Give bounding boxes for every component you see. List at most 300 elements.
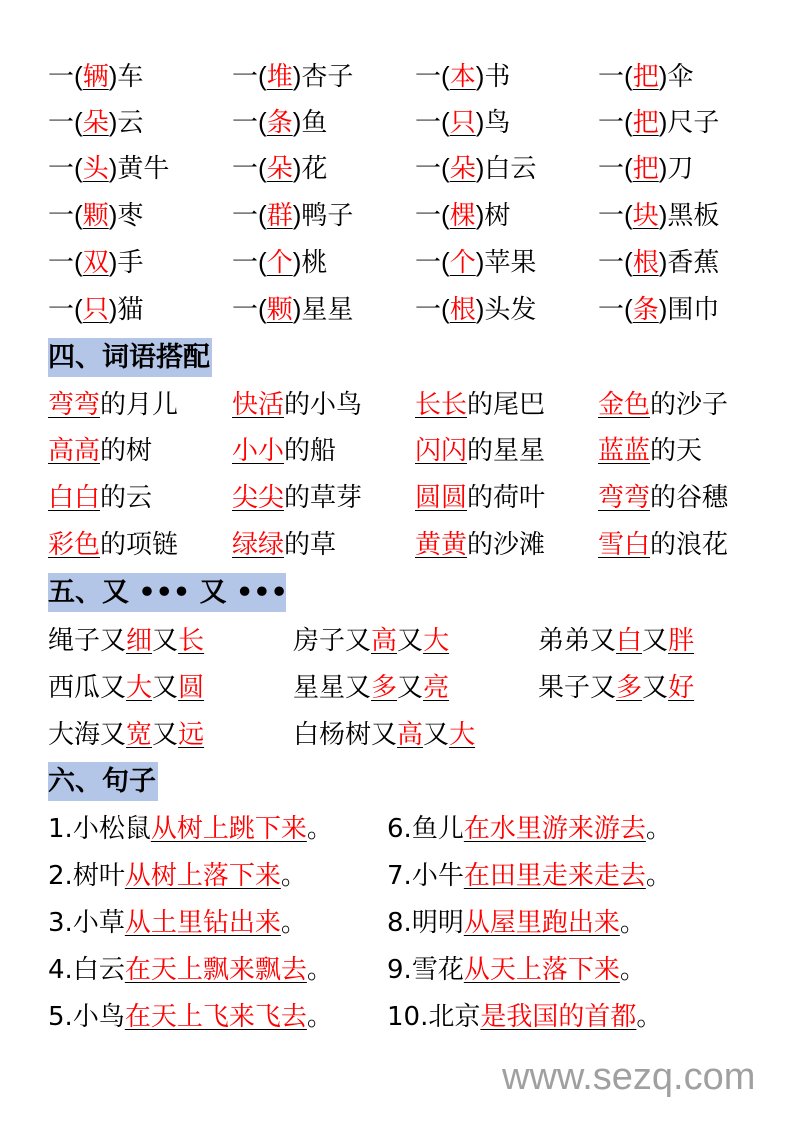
prefix: 一 xyxy=(232,201,259,231)
prefix: 一 xyxy=(598,201,625,231)
answer: 辆 xyxy=(82,62,109,92)
prefix: 一 xyxy=(415,154,442,184)
measure-item xyxy=(415,151,536,186)
prefix: 一 xyxy=(232,248,259,278)
period: 。 xyxy=(280,908,307,938)
you-you-item xyxy=(538,671,694,705)
connector: 又 xyxy=(642,673,669,703)
subject: 树叶 xyxy=(72,861,125,891)
word-pair xyxy=(415,388,545,422)
noun: 云 xyxy=(117,108,144,138)
close-paren: ) xyxy=(475,200,485,230)
open-paren: ( xyxy=(624,107,633,137)
noun: 猫 xyxy=(117,295,144,325)
close-paren: ) xyxy=(475,153,485,183)
prefix: 一 xyxy=(598,154,625,184)
prefix: 一 xyxy=(48,154,75,184)
prefix: 一 xyxy=(48,201,75,231)
open-paren: ( xyxy=(258,247,267,277)
answer: 在田里走来走去 xyxy=(463,861,646,891)
you-you-item xyxy=(293,624,449,658)
sentence-item xyxy=(48,859,307,893)
connector: 又 xyxy=(152,673,179,703)
prefix: 一 xyxy=(232,62,259,92)
answer: 远 xyxy=(178,720,205,750)
answer: 从天上落下来 xyxy=(463,955,620,985)
measure-item xyxy=(598,198,719,233)
measure-item xyxy=(232,105,327,140)
period: 。 xyxy=(645,861,672,891)
open-paren: ( xyxy=(258,200,267,230)
subject: 北京 xyxy=(428,1002,481,1032)
measure-item xyxy=(232,59,353,94)
answer: 弯弯 xyxy=(598,483,651,513)
close-paren: ) xyxy=(658,153,668,183)
sentence-item xyxy=(48,1000,333,1034)
connector: 又 xyxy=(590,673,617,703)
subject: 小鸟 xyxy=(72,1002,125,1032)
you-you-item xyxy=(48,671,204,705)
answer: 是我国的首都 xyxy=(480,1002,637,1032)
measure-item xyxy=(415,59,510,94)
prefix: 一 xyxy=(415,62,442,92)
noun: 鱼 xyxy=(301,108,328,138)
answer: 块 xyxy=(632,201,659,231)
answer: 条 xyxy=(632,295,659,325)
open-paren: ( xyxy=(258,61,267,91)
close-paren: ) xyxy=(292,200,302,230)
sentence-number: 10. xyxy=(387,1002,429,1032)
you-you-row xyxy=(0,718,800,752)
measure-item xyxy=(415,198,510,233)
answer: 蓝蓝 xyxy=(598,436,651,466)
measure-row xyxy=(0,198,800,232)
answer: 多 xyxy=(616,673,643,703)
connector: 又 xyxy=(397,626,424,656)
word-pair xyxy=(598,388,728,422)
sentence-number: 5. xyxy=(48,1002,73,1032)
word-pair xyxy=(598,434,702,468)
word-pair xyxy=(598,528,728,562)
noun: 枣 xyxy=(117,201,144,231)
measure-row xyxy=(0,292,800,326)
subject: 弟弟 xyxy=(538,626,591,656)
connector: 又 xyxy=(371,720,398,750)
word-pair xyxy=(232,388,362,422)
section-heading-sentences: 六、句子 xyxy=(48,762,158,801)
answer: 金色 xyxy=(598,390,651,420)
answer: 宽 xyxy=(126,720,153,750)
sentence-number: 2. xyxy=(48,861,73,891)
prefix: 一 xyxy=(415,201,442,231)
answer: 从屋里跑出来 xyxy=(463,908,620,938)
answer: 黄黄 xyxy=(415,530,468,560)
answer: 群 xyxy=(266,201,293,231)
measure-item xyxy=(598,245,719,280)
phrase-rest: 的草芽 xyxy=(284,483,363,513)
open-paren: ( xyxy=(74,294,83,324)
word-pair xyxy=(232,481,362,515)
you-you-item xyxy=(293,671,449,705)
sentence-item xyxy=(387,953,646,987)
noun: 黑板 xyxy=(667,201,720,231)
period: 。 xyxy=(619,955,646,985)
prefix: 一 xyxy=(598,248,625,278)
period: 。 xyxy=(645,814,672,844)
measure-item xyxy=(598,105,719,140)
close-paren: ) xyxy=(108,61,118,91)
sentence-item xyxy=(48,906,307,940)
close-paren: ) xyxy=(658,107,668,137)
answer: 大 xyxy=(126,673,153,703)
measure-item xyxy=(232,292,353,327)
answer: 细 xyxy=(126,626,153,656)
noun: 书 xyxy=(484,62,511,92)
close-paren: ) xyxy=(108,294,118,324)
word-pair xyxy=(48,388,178,422)
prefix: 一 xyxy=(48,62,75,92)
answer: 颗 xyxy=(82,201,109,231)
sentence-number: 1. xyxy=(48,814,73,844)
subject: 鱼儿 xyxy=(411,814,464,844)
phrase-rest: 的星星 xyxy=(467,436,546,466)
connector: 又 xyxy=(345,626,372,656)
word-pair xyxy=(232,434,336,468)
you-you-item xyxy=(538,624,694,658)
sentence-item xyxy=(387,1000,662,1034)
you-you-item xyxy=(293,718,475,752)
section-heading-you-you: 五、又 ••• 又 ••• xyxy=(48,573,286,612)
close-paren: ) xyxy=(292,61,302,91)
prefix: 一 xyxy=(48,108,75,138)
answer: 圆 xyxy=(178,673,205,703)
open-paren: ( xyxy=(624,61,633,91)
close-paren: ) xyxy=(292,107,302,137)
answer: 在天上飞来飞去 xyxy=(124,1002,307,1032)
measure-row xyxy=(0,105,800,139)
close-paren: ) xyxy=(475,294,485,324)
measure-item xyxy=(48,292,143,327)
noun: 伞 xyxy=(667,62,694,92)
answer: 雪白 xyxy=(598,530,651,560)
answer: 长 xyxy=(178,626,205,656)
answer: 从树上跳下来 xyxy=(150,814,307,844)
subject: 绳子 xyxy=(48,626,101,656)
word-matching-row xyxy=(0,481,800,515)
sentence-number: 8. xyxy=(387,908,412,938)
answer: 条 xyxy=(266,108,293,138)
connector: 又 xyxy=(345,673,372,703)
sentence-item xyxy=(387,906,646,940)
phrase-rest: 的尾巴 xyxy=(467,390,546,420)
close-paren: ) xyxy=(475,61,485,91)
answer: 在水里游来游去 xyxy=(463,814,646,844)
measure-item xyxy=(232,151,327,186)
open-paren: ( xyxy=(74,200,83,230)
answer: 胖 xyxy=(668,626,695,656)
phrase-rest: 的浪花 xyxy=(650,530,729,560)
word-matching-row xyxy=(0,388,800,422)
close-paren: ) xyxy=(292,247,302,277)
you-you-item xyxy=(48,624,204,658)
prefix: 一 xyxy=(232,295,259,325)
subject: 雪花 xyxy=(411,955,464,985)
connector: 又 xyxy=(100,673,127,703)
subject: 白云 xyxy=(72,955,125,985)
measure-item xyxy=(48,198,143,233)
phrase-rest: 的沙滩 xyxy=(467,530,546,560)
answer: 高 xyxy=(397,720,424,750)
open-paren: ( xyxy=(624,200,633,230)
answer: 堆 xyxy=(266,62,293,92)
answer: 本 xyxy=(449,62,476,92)
word-pair xyxy=(415,528,545,562)
period: 。 xyxy=(280,861,307,891)
connector: 又 xyxy=(100,626,127,656)
prefix: 一 xyxy=(48,248,75,278)
answer: 好 xyxy=(668,673,695,703)
period: 。 xyxy=(619,908,646,938)
noun: 围巾 xyxy=(667,295,720,325)
word-matching-row xyxy=(0,434,800,468)
measure-item xyxy=(598,151,693,186)
prefix: 一 xyxy=(415,248,442,278)
answer: 圆圆 xyxy=(415,483,468,513)
open-paren: ( xyxy=(441,153,450,183)
close-paren: ) xyxy=(108,153,118,183)
sentence-number: 4. xyxy=(48,955,73,985)
subject: 小松鼠 xyxy=(72,814,151,844)
answer: 从土里钻出来 xyxy=(124,908,281,938)
answer: 高 xyxy=(371,626,398,656)
measure-item xyxy=(415,245,536,280)
noun: 车 xyxy=(117,62,144,92)
subject: 房子 xyxy=(293,626,346,656)
word-pair xyxy=(232,528,336,562)
prefix: 一 xyxy=(598,62,625,92)
subject: 小牛 xyxy=(411,861,464,891)
phrase-rest: 的小鸟 xyxy=(284,390,363,420)
word-pair xyxy=(48,528,178,562)
open-paren: ( xyxy=(624,294,633,324)
subject: 果子 xyxy=(538,673,591,703)
measure-item xyxy=(48,59,143,94)
answer: 棵 xyxy=(449,201,476,231)
subject: 西瓜 xyxy=(48,673,101,703)
answer: 高高 xyxy=(48,436,101,466)
prefix: 一 xyxy=(48,295,75,325)
answer: 小小 xyxy=(232,436,285,466)
noun: 桃 xyxy=(301,248,328,278)
period: 。 xyxy=(306,814,333,844)
answer: 大 xyxy=(423,626,450,656)
answer: 只 xyxy=(82,295,109,325)
section-heading-word-matching: 四、词语搭配 xyxy=(48,338,212,377)
open-paren: ( xyxy=(441,247,450,277)
sentence-item xyxy=(387,812,672,846)
answer: 白 xyxy=(616,626,643,656)
close-paren: ) xyxy=(658,247,668,277)
measure-row xyxy=(0,59,800,93)
close-paren: ) xyxy=(658,200,668,230)
answer: 头 xyxy=(82,154,109,184)
measure-row xyxy=(0,245,800,279)
measure-item xyxy=(232,198,353,233)
answer: 朵 xyxy=(449,154,476,184)
noun: 香蕉 xyxy=(667,248,720,278)
close-paren: ) xyxy=(292,153,302,183)
noun: 苹果 xyxy=(484,248,537,278)
phrase-rest: 的荷叶 xyxy=(467,483,546,513)
subject: 大海 xyxy=(48,720,101,750)
answer: 亮 xyxy=(423,673,450,703)
open-paren: ( xyxy=(74,247,83,277)
close-paren: ) xyxy=(658,61,668,91)
measure-item xyxy=(598,292,719,327)
close-paren: ) xyxy=(292,294,302,324)
phrase-rest: 的月儿 xyxy=(100,390,179,420)
phrase-rest: 的船 xyxy=(284,436,337,466)
noun: 鸟 xyxy=(484,108,511,138)
connector: 又 xyxy=(152,720,179,750)
word-pair xyxy=(415,434,545,468)
sentence-row xyxy=(0,906,800,940)
open-paren: ( xyxy=(74,61,83,91)
sentence-row xyxy=(0,859,800,893)
answer: 只 xyxy=(449,108,476,138)
subject: 星星 xyxy=(293,673,346,703)
measure-item xyxy=(598,59,693,94)
connector: 又 xyxy=(397,673,424,703)
connector: 又 xyxy=(590,626,617,656)
answer: 朵 xyxy=(266,154,293,184)
open-paren: ( xyxy=(74,153,83,183)
close-paren: ) xyxy=(475,107,485,137)
close-paren: ) xyxy=(108,247,118,277)
answer: 个 xyxy=(266,248,293,278)
sentence-item xyxy=(387,859,672,893)
answer: 绿绿 xyxy=(232,530,285,560)
connector: 又 xyxy=(152,626,179,656)
answer: 双 xyxy=(82,248,109,278)
watermark-url: www.sezq.com xyxy=(502,1056,756,1098)
answer: 多 xyxy=(371,673,398,703)
phrase-rest: 的云 xyxy=(100,483,153,513)
word-pair xyxy=(415,481,545,515)
noun: 手 xyxy=(117,248,144,278)
measure-item xyxy=(232,245,327,280)
noun: 尺子 xyxy=(667,108,720,138)
open-paren: ( xyxy=(624,153,633,183)
noun: 黄牛 xyxy=(117,154,170,184)
noun: 杏子 xyxy=(301,62,354,92)
open-paren: ( xyxy=(441,200,450,230)
answer: 根 xyxy=(632,248,659,278)
open-paren: ( xyxy=(624,247,633,277)
open-paren: ( xyxy=(258,153,267,183)
open-paren: ( xyxy=(441,61,450,91)
sentence-number: 6. xyxy=(387,814,412,844)
open-paren: ( xyxy=(441,107,450,137)
prefix: 一 xyxy=(415,108,442,138)
word-pair xyxy=(598,481,728,515)
connector: 又 xyxy=(100,720,127,750)
answer: 把 xyxy=(632,62,659,92)
answer: 白白 xyxy=(48,483,101,513)
sentence-number: 3. xyxy=(48,908,73,938)
word-matching-row xyxy=(0,528,800,562)
answer: 弯弯 xyxy=(48,390,101,420)
you-you-row xyxy=(0,624,800,658)
measure-item xyxy=(48,151,169,186)
measure-item xyxy=(48,105,143,140)
answer: 彩色 xyxy=(48,530,101,560)
answer: 根 xyxy=(449,295,476,325)
period: 。 xyxy=(306,955,333,985)
phrase-rest: 的树 xyxy=(100,436,153,466)
answer: 从树上落下来 xyxy=(124,861,281,891)
noun: 刀 xyxy=(667,154,694,184)
answer: 快活 xyxy=(232,390,285,420)
close-paren: ) xyxy=(658,294,668,324)
noun: 鸭子 xyxy=(301,201,354,231)
sentence-row xyxy=(0,953,800,987)
word-pair xyxy=(48,481,152,515)
phrase-rest: 的天 xyxy=(650,436,703,466)
sentence-number: 7. xyxy=(387,861,412,891)
period: 。 xyxy=(636,1002,663,1032)
close-paren: ) xyxy=(108,200,118,230)
answer: 闪闪 xyxy=(415,436,468,466)
sentence-number: 9. xyxy=(387,955,412,985)
prefix: 一 xyxy=(415,295,442,325)
sentence-row xyxy=(0,1000,800,1034)
phrase-rest: 的草 xyxy=(284,530,337,560)
noun: 星星 xyxy=(301,295,354,325)
answer: 在天上飘来飘去 xyxy=(124,955,307,985)
measure-item xyxy=(48,245,143,280)
subject: 白杨树 xyxy=(293,720,372,750)
close-paren: ) xyxy=(108,107,118,137)
answer: 颗 xyxy=(266,295,293,325)
prefix: 一 xyxy=(232,154,259,184)
open-paren: ( xyxy=(258,294,267,324)
noun: 头发 xyxy=(484,295,537,325)
you-you-row xyxy=(0,671,800,705)
measure-item xyxy=(415,105,510,140)
answer: 朵 xyxy=(82,108,109,138)
sentence-item xyxy=(48,812,333,846)
phrase-rest: 的谷穗 xyxy=(650,483,729,513)
word-pair xyxy=(48,434,152,468)
prefix: 一 xyxy=(232,108,259,138)
answer: 大 xyxy=(449,720,476,750)
noun: 白云 xyxy=(484,154,537,184)
measure-row xyxy=(0,151,800,185)
prefix: 一 xyxy=(598,108,625,138)
open-paren: ( xyxy=(74,107,83,137)
period: 。 xyxy=(306,1002,333,1032)
answer: 尖尖 xyxy=(232,483,285,513)
subject: 小草 xyxy=(72,908,125,938)
noun: 花 xyxy=(301,154,328,184)
answer: 把 xyxy=(632,154,659,184)
you-you-item xyxy=(48,718,204,752)
subject: 明明 xyxy=(411,908,464,938)
noun: 树 xyxy=(484,201,511,231)
answer: 个 xyxy=(449,248,476,278)
connector: 又 xyxy=(423,720,450,750)
